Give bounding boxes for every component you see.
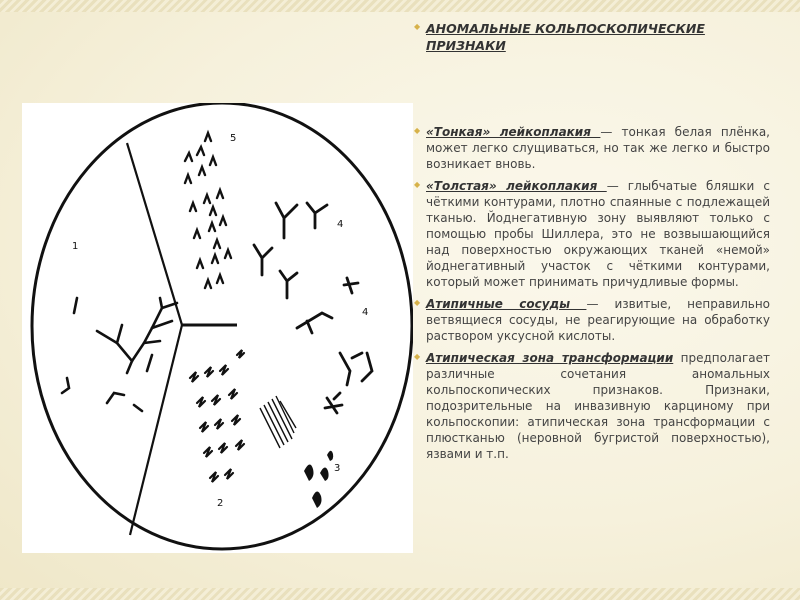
bullet-icon: ◆: [414, 22, 421, 31]
sector-label-3: 3: [334, 463, 341, 474]
paragraph-thin-leukoplakia: [414, 124, 770, 172]
sector-label-4-lower: 4: [362, 307, 369, 318]
desc-thick-leukoplakia: — глыбчатые бляшки с чёткими контурами, плотно спаянные с подлежащей тканью. Йоднегативную зону выявляют только с помощью пробы Шиллера, это не возвышающийся над поверхностью окружающих тканей «немой» йоднегативный участок с чёткими контурами, который может принимать причудливые формы.: [426, 179, 771, 289]
text-column: [414, 20, 770, 468]
sector-label-5: 5: [230, 133, 237, 144]
slide-title: [414, 20, 770, 54]
sector-label-2: 2: [217, 498, 224, 509]
divider-line-lower: [130, 325, 182, 535]
sector-label-1: 1: [72, 241, 79, 252]
diagram-svg: [22, 103, 413, 553]
paragraph-thick-leukoplakia: [414, 178, 770, 290]
term-thick-leukoplakia: «Толстая» лейкоплакия: [426, 179, 607, 193]
desc-thin-leukoplakia: — тонкая белая плёнка, может легко слущиваться, но так же легко и быстро возникает вновь.: [426, 125, 770, 171]
bullet-icon: ◆: [414, 298, 421, 307]
term-atypical-vessels: Атипичные сосуды: [426, 297, 587, 311]
decorative-bottom-border: [0, 588, 800, 600]
thick-leukoplakia-drawing: [254, 203, 372, 413]
mosaic-hatch-drawing: [260, 396, 296, 448]
slide-title-text: АНОМАЛЬНЫЕ КОЛЬПОСКОПИЧЕСКИЕ ПРИЗНАКИ: [426, 21, 705, 53]
desc-atypical-zone: предполагает различные сочетания аномальных кольпоскопических признаков. Признаки, подозрительные на инвазивную карциному при кольпоскопии: атипическая зона трансформации с плюстканью (неровной бугристой поверхностью), язвами и т.п.: [426, 351, 770, 461]
desc-atypical-vessels: — извитые, неправильно ветвящиеся сосуды, не реагирующие на обработку раствором уксусной кислоты.: [426, 297, 770, 343]
term-atypical-zone: Атипическая зона трансформации: [426, 351, 674, 365]
bullet-icon: ◆: [414, 180, 421, 189]
colposcopy-diagram: [22, 103, 413, 553]
squiggle-pattern-drawing: [190, 350, 244, 482]
bullet-icon: ◆: [414, 352, 421, 361]
punctation-drawing: [304, 451, 333, 508]
thin-leukoplakia-drawing: [185, 133, 231, 288]
bullet-icon: ◆: [414, 126, 421, 135]
paragraph-atypical-zone: [414, 350, 770, 462]
decorative-top-border: [0, 0, 800, 12]
paragraph-atypical-vessels: [414, 296, 770, 344]
divider-line-upper: [127, 143, 182, 325]
term-thin-leukoplakia: «Тонкая» лейкоплакия: [426, 125, 601, 139]
sector-label-4-upper: 4: [337, 219, 344, 230]
atypical-vessels-drawing: [62, 298, 177, 411]
